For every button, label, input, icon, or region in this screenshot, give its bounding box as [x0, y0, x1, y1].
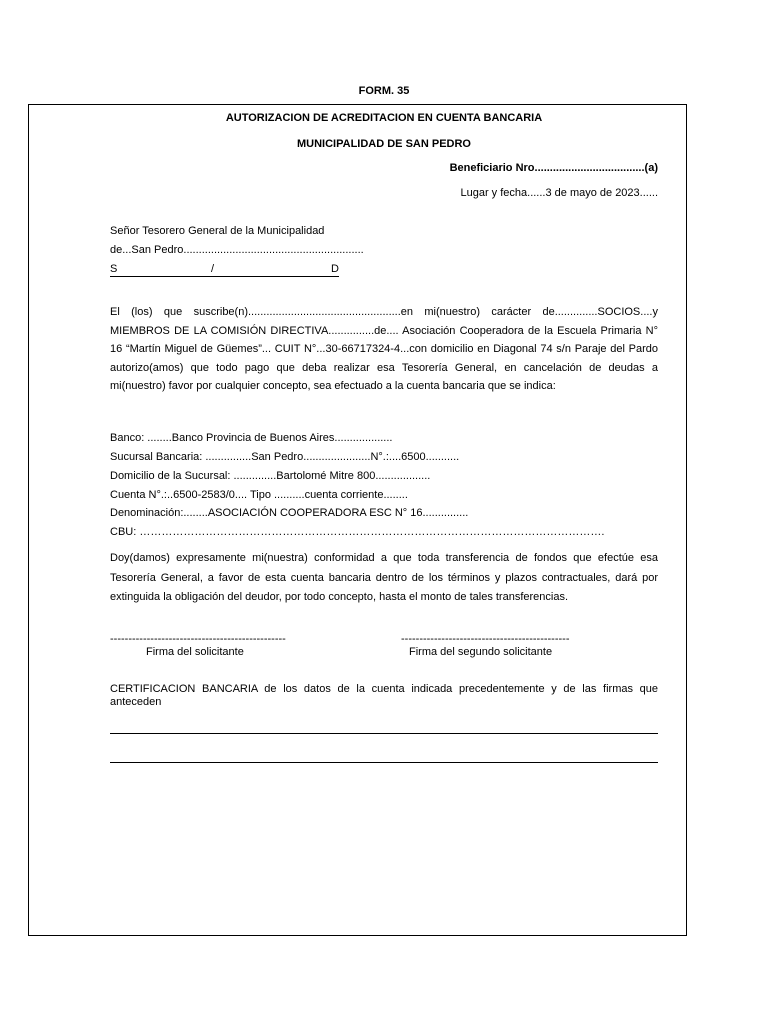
certification-line-1 [110, 733, 658, 734]
account-number: Cuenta N°.:..6500-2583/0.... Tipo ..........cuenta corriente........ [110, 489, 408, 501]
signature-label-1: Firma del solicitante [146, 646, 244, 658]
account-denomination: Denominación:........ASOCIACIÓN COOPERADORA ESC N° 16............... [110, 507, 469, 519]
signature-line-1: ------------------------------------------------ [110, 633, 286, 645]
conformity-paragraph: Doy(damos) expresamente mi(nuestra) conformidad a que toda transferencia de fondos que efectúe esa Tesorería General, a favor de esta cuenta bancaria dentro de los términos y plazos contractuales, dará por extinguida la obligación del deudor, por todo concepto, hasta el monto de tales transferencias. [110, 552, 658, 603]
sd-s: S [110, 263, 118, 275]
authorization-paragraph: El (los) que suscribe(n)..................................................en mi(nuestro) carácter de..............SOCIOS....y MIEMBROS DE LA COMISIÓN DIRECTIVA...............de.... Asociación Cooperadora de la Escuela Primaria N° 16 “Martín Miguel de Güemes”... CUIT N°...30-66717324-4...con domicilio en Diagonal 74 s/n Paraje del Pardo autorizo(amos) que todo pago que deba realizar esa Tesorería General, en cancelación de deudas a mi(nuestro) favor por cualquier concepto, sea efectuado a la cuenta bancaria que se indica: [110, 306, 658, 392]
sd-slash: / [211, 263, 215, 275]
place-and-date: Lugar y fecha......3 de mayo de 2023...... [460, 187, 658, 199]
bank-certification: CERTIFICACION BANCARIA de los datos de la cuenta indicada precedentemente y de las firmas que anteceden [110, 683, 658, 708]
form-number: FORM. 35 [358, 85, 410, 97]
sd-d: D [331, 263, 339, 275]
form-title: AUTORIZACION DE ACREDITACION EN CUENTA BANCARIA [225, 112, 543, 124]
addressee-line-2: de...San Pedro........................................................... [110, 244, 364, 256]
beneficiary-number: Beneficiario Nro....................................(a) [449, 162, 658, 174]
signature-line-2: ---------------------------------------------- [401, 633, 570, 645]
sd-underline [110, 262, 339, 277]
bank-name: Banco: ........Banco Provincia de Buenos Aires................... [110, 432, 393, 444]
signature-label-2: Firma del segundo solicitante [409, 646, 553, 658]
certification-line-2 [110, 762, 658, 763]
addressee-line-1: Señor Tesorero General de la Municipalidad [110, 225, 325, 237]
cbu-line: CBU: ………………………………………………………………………………………………………………. [110, 526, 605, 538]
bank-branch: Sucursal Bancaria: ...............San Pedro......................N°.:....6500........... [110, 451, 460, 463]
branch-address: Domicilio de la Sucursal: ..............Bartolomé Mitre 800.................. [110, 470, 431, 482]
municipality-heading: MUNICIPALIDAD DE SAN PEDRO [297, 138, 471, 150]
